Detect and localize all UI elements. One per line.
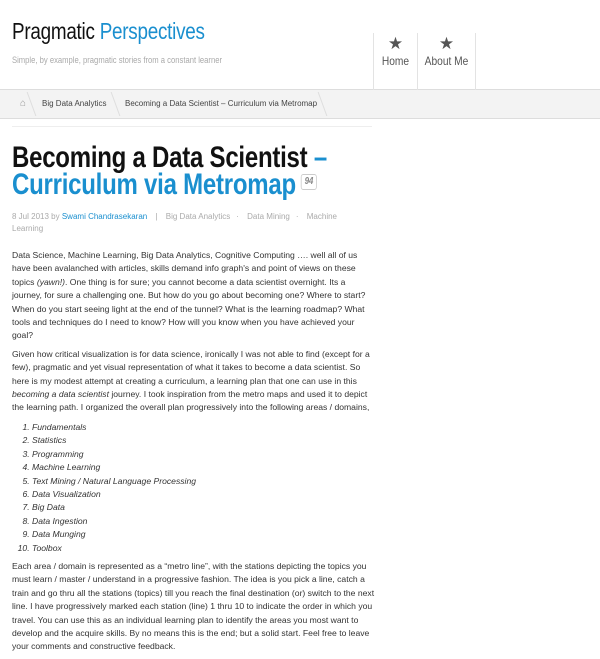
home-icon[interactable]: ⌂ <box>20 98 27 109</box>
list-item: 2. Statistics <box>32 434 377 447</box>
list-item: 4. Machine Learning <box>32 461 377 474</box>
breadcrumb <box>0 90 600 119</box>
category-link[interactable]: Machine Learning <box>12 212 337 233</box>
list-item: 10. Toolbox <box>32 542 377 555</box>
post-date: 8 Jul 2013 <box>12 212 49 221</box>
list-item: 9. Data Munging <box>32 528 377 541</box>
list-item: 8. Data Ingestion <box>32 515 377 528</box>
text-emphasis: (yawn!) <box>36 276 66 287</box>
title-main: Becoming a Data Scientist <box>12 141 308 174</box>
list-item: 7. Big Data <box>32 501 377 514</box>
category-link[interactable]: Big Data Analytics <box>165 212 231 221</box>
meta-separator: · <box>295 212 299 221</box>
text: Given how critical visualization is for data science, ironically I was not able to find (except for a few), pragmatic and yet visual representation of what it takes to become a data scientist. So here is my modest attempt at creating a curriculum, a learning plan that one can use in this <box>12 348 370 386</box>
by-label: by <box>51 212 60 221</box>
breadcrumb-item[interactable]: Big Data Analytics <box>42 99 107 108</box>
divider <box>12 126 372 127</box>
areas-list <box>32 421 377 555</box>
nav-about-me[interactable] <box>418 33 476 90</box>
site-logo[interactable] <box>12 18 205 45</box>
site-header <box>0 0 600 90</box>
comment-count-badge[interactable]: 94 <box>301 174 317 190</box>
main-nav <box>373 33 476 90</box>
paragraph <box>12 348 377 415</box>
list-item: 1. Fundamentals <box>32 421 377 434</box>
meta-separator: | <box>155 212 158 221</box>
category-link[interactable]: Data Mining <box>247 212 290 221</box>
breadcrumb-current: Becoming a Data Scientist – Curriculum via Metromap <box>125 99 318 108</box>
site-tagline: Simple, by example, pragmatic stories from a constant learner <box>12 55 223 65</box>
text-emphasis: becoming a data scientist <box>12 389 109 400</box>
text: . One thing is for sure; you cannot become a data scientist overnight. Its a journey, for sure a challenging one. But how do you go about becoming one? Where to start? When do you start seeing light at the end of the tunnel? What is the learning roadmap? What tools and techniques do I need to know? How will you know when you have achieved your goal? <box>12 276 366 341</box>
logo-text: Pragmatic <box>12 18 95 44</box>
nav-label: About Me <box>424 54 469 68</box>
nav-home[interactable] <box>373 33 418 90</box>
list-item: 5. Text Mining / Natural Language Processing <box>32 475 377 488</box>
text: Data Science, Machine Learning, Big Data Analytics, Cognitive Computing …. well all of us have been avalanched with articles, skills demand info graph's and point of views on these topics <box>12 250 358 287</box>
list-item: 6. Data Visualization <box>32 488 377 501</box>
meta-separator: · <box>236 212 239 221</box>
paragraph <box>12 249 377 343</box>
post-content <box>12 249 377 659</box>
nav-label: Home <box>381 54 410 68</box>
post-meta <box>12 211 357 235</box>
title-accent: – Curriculum via Metromap <box>12 141 327 201</box>
logo-accent-text: Perspectives <box>99 18 205 44</box>
text: journey. I took inspiration from the metro maps and used it to depict the learning path. I organized the overall plan progressively into the following areas / domains, <box>12 389 370 413</box>
post-title <box>12 141 372 201</box>
paragraph: Each area / domain is represented as a “metro line”, with the stations depicting the topics you must learn / master / understand in a progressive fashion. The idea is you pick a line, catch a train and go thru all the stations (topics) till you reach the final destination (or) switch to the next line. I have progressively marked each station (line) 1 thru 10 to indicate the order in which you travel. You can use this as an individual learning plan to identify the areas you most want to develop and the acquire skills. By no means this is the end; but a solid start. Feel free to leave your comments and constructive feedback. <box>12 560 375 652</box>
star-icon: ★ <box>438 34 455 53</box>
star-icon: ★ <box>387 34 404 53</box>
list-item: 3. Programming <box>32 448 377 461</box>
author-link[interactable]: Swami Chandrasekaran <box>61 212 148 221</box>
